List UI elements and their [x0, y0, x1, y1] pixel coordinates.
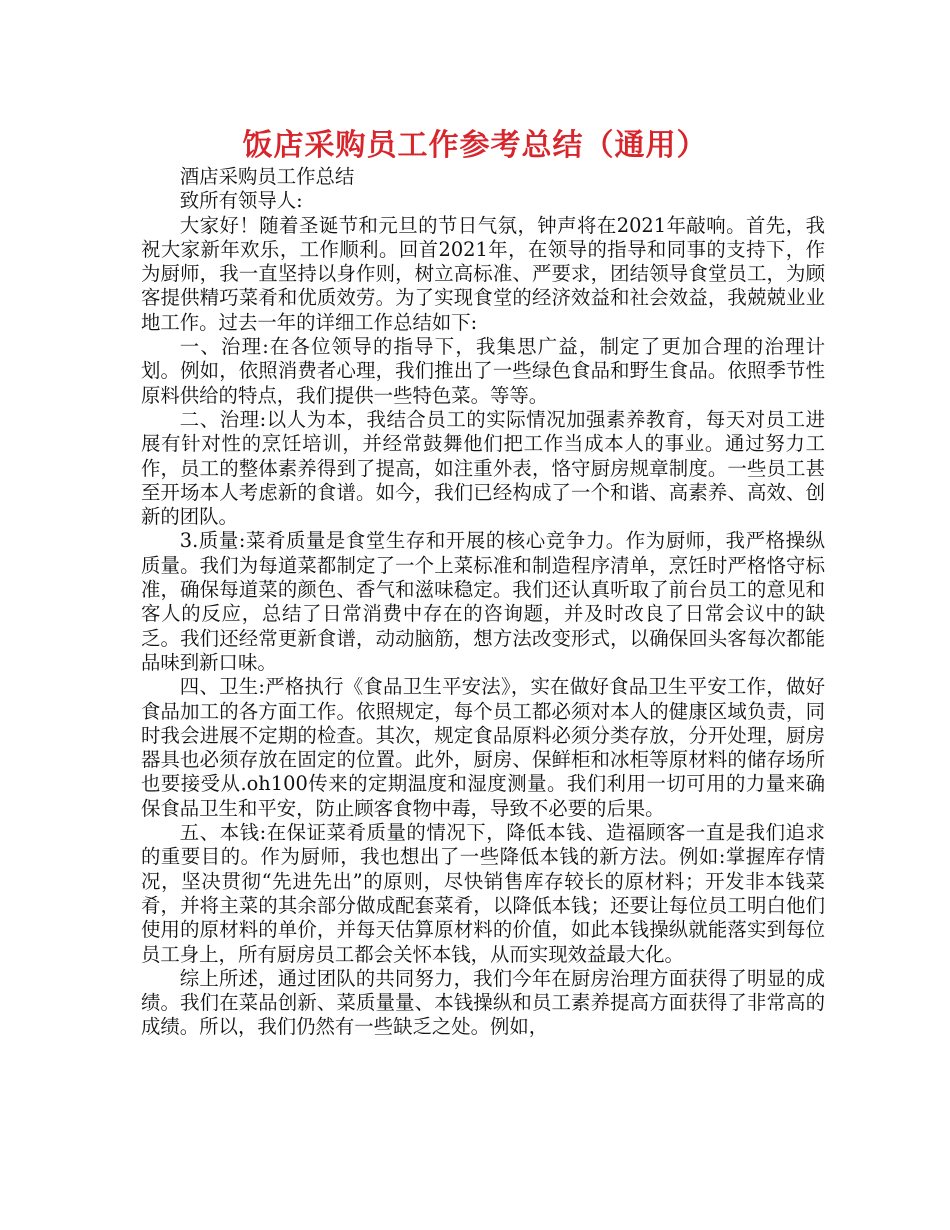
paragraph-subtitle: 酒店采购员工作总结 — [179, 165, 355, 188]
paragraph-summary: 综上所述，通过团队的共同努力，我们今年在厨房治理方面获得了明显的成绩。我们在菜品创新、菜质量量、本钱操纵和员工素养提高方面获得了非常高的成绩。所以，我们仍然有一些缺乏之处。例如， — [141, 966, 825, 1039]
paragraph-salutation: 致所有领导人: — [179, 189, 303, 213]
paragraph-intro: 大家好！随着圣诞节和元旦的节日气氛，钟声将在2021年敲响。首先，我祝大家新年欢乐，工作顺利。回首2021年，在领导的指导和同事的支持下，作为厨师，我一直坚持以身作则，树立高标准、严要求，团结领导食堂员工，为顾客提供精巧菜肴和优质效劳。为了实现食堂的经济效益和社会效益，我兢兢业业地工作。过去一年的详细工作总结如下: — [141, 213, 825, 334]
paragraph-cost: 五、本钱:在保证菜肴质量的情况下，降低本钱、造福顾客一直是我们追求的重要目的。作为厨师，我也想出了一些降低本钱的新方法。例如:掌握库存情况，坚决贯彻“先进先出”的原则，尽快销售库存较长的原材料；开发非本钱菜肴，并将主菜的其余部分做成配套菜肴，以降低本钱；还要让每位员工明白他们使用的原材料的单价，并每天估算原材料的价值，如此本钱操纵就能落实到每位员工身上，所有厨房员工都会关怀本钱，从而实现效益最大化。 — [141, 821, 825, 966]
document-body — [141, 165, 825, 1040]
paragraph-management: 一、治理:在各位领导的指导下，我集思广益，制定了更加合理的治理计划。例如，依照消费者心理，我们推出了一些绿色食品和野生食品。依照季节性原料供给的特点，我们提供一些特色菜。等等。 — [141, 335, 825, 407]
paragraph-staff: 二、治理:以人为本，我结合员工的实际情况加强素养教育，每天对员工进展有针对性的烹饪培训，并经常鼓舞他们把工作当成本人的事业。通过努力工作，员工的整体素养得到了提高，如注重外表，恪守厨房规章制度。一些员工甚至开场本人考虑新的食谱。如今，我们已经构成了一个和谐、高素养、高效、创新的团队。 — [141, 407, 825, 529]
paragraph-quality: 3.质量:菜肴质量是食堂生存和开展的核心竞争力。作为厨师，我严格操纵质量。我们为每道菜都制定了一个上菜标准和制造程序清单，烹饪时严格恪守标准，确保每道菜的颜色、香气和滋味稳定。我们还认真听取了前台员工的意见和客人的反应，总结了日常消费中存在的咨询题，并及时改良了日常会议中的缺乏。我们还经常更新食谱，动动脑筋，想方法改变形式，以确保回头客每次都能品味到新口味。 — [141, 529, 825, 674]
document-title: 饭店采购员工作参考总结（通用） — [242, 128, 708, 163]
paragraph-hygiene: 四、卫生:严格执行《食品卫生平安法》，实在做好食品卫生平安工作，做好食品加工的各方面工作。依照规定，每个员工都必须对本人的健康区域负责，同时我会进展不定期的检查。其次，规定食品原料必须分类存放，分开处理，厨房器具也必须存放在固定的位置。此外，厨房、保鲜柜和冰柜等原材料的储存场所也要接受从.oh100传来的定期温度和湿度测量。我们利用一切可用的力量来确保食品卫生和平安，防止顾客食物中毒，导致不必要的后果。 — [141, 675, 825, 820]
